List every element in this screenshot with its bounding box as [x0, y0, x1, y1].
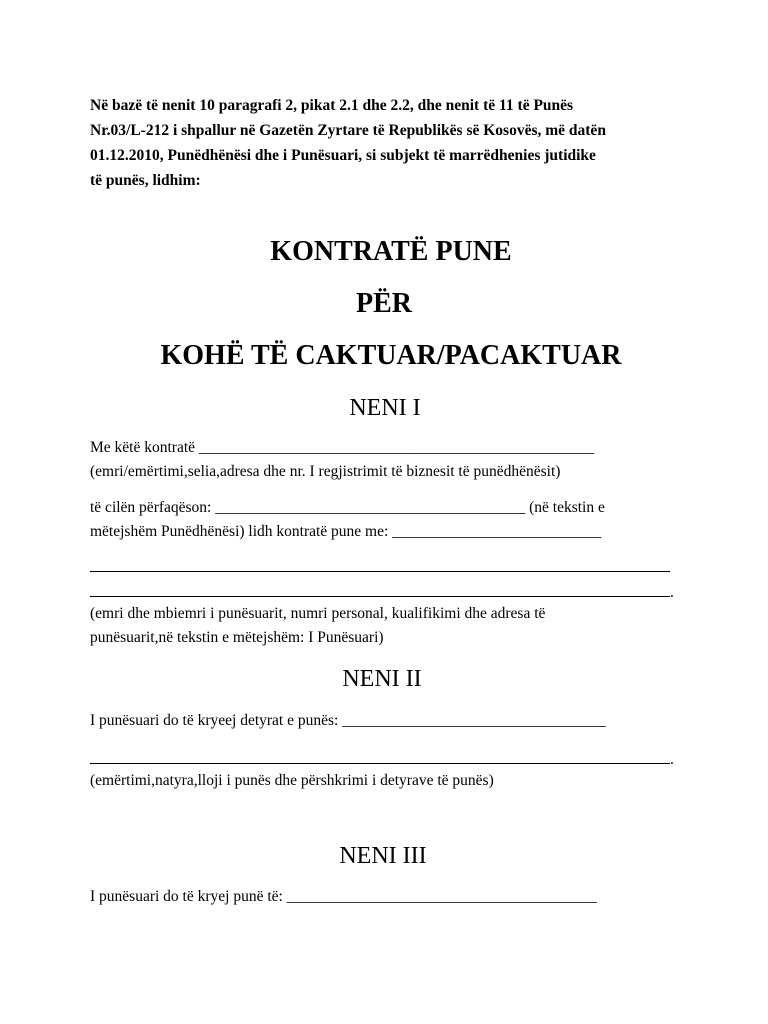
intro-line: Nr.03/L-212 i shpallur në Gazetën Zyrtare të Republikës së Kosovës, më datën: [90, 122, 606, 139]
article-1-contract-with-line: mëtejshëm Punëdhënësi) lidh kontratë pune me: ___________________________: [90, 523, 602, 540]
article-1-blank-line[interactable]: [90, 571, 670, 572]
article-1-blank-line[interactable]: [90, 596, 670, 597]
intro-line: Në bazë të nenit 10 paragrafi 2, pikat 2.1 dhe 2.2, dhe nenit të 11 të Punës: [90, 97, 574, 114]
article-1-employer-line: Me këtë kontratë ___________________________________________________: [90, 439, 595, 456]
intro-line: të punës, lidhim:: [90, 172, 201, 189]
contract-title-term: KOHË TË CAKTUAR/PACAKTUAR: [160, 340, 622, 371]
article-2-heading: NENI II: [342, 666, 422, 692]
contract-title-for: PËR: [356, 288, 412, 319]
article-2-duties-line: I punësuari do të kryeej detyrat e punës: __________________________________: [90, 712, 606, 729]
article-3-work-line: I punësuari do të kryej punë të: ________________________________________: [90, 888, 597, 905]
article-3-heading: NENI III: [339, 843, 427, 869]
article-1-employer-hint: (emri/emërtimi,selia,adresa dhe nr. I regjistrimit të biznesit të punëdhënësit): [90, 463, 561, 480]
article-1-period: .: [670, 584, 674, 601]
intro-line: 01.12.2010, Punëdhënësi dhe i Punësuari, si subjekt të marrëdhenies jutidike: [90, 147, 596, 164]
article-2-period: .: [670, 751, 674, 768]
article-2-duties-hint: (emërtimi,natyra,lloji i punës dhe përshkrimi i detyrave të punës): [90, 772, 494, 789]
article-1-heading: NENI I: [349, 395, 421, 421]
article-1-employee-hint: (emri dhe mbiemri i punësuarit, numri personal, kualifikimi dhe adresa të: [90, 605, 546, 622]
article-1-employee-hint: punësuarit,në tekstin e mëtejshëm: I Punësuari): [90, 629, 384, 646]
contract-title: KONTRATË PUNE: [270, 236, 512, 267]
article-2-blank-line[interactable]: [90, 763, 670, 764]
article-1-representative-line: të cilën përfaqëson: ________________________________________ (në tekstin e: [90, 499, 605, 516]
intro-paragraph: [90, 93, 690, 193]
